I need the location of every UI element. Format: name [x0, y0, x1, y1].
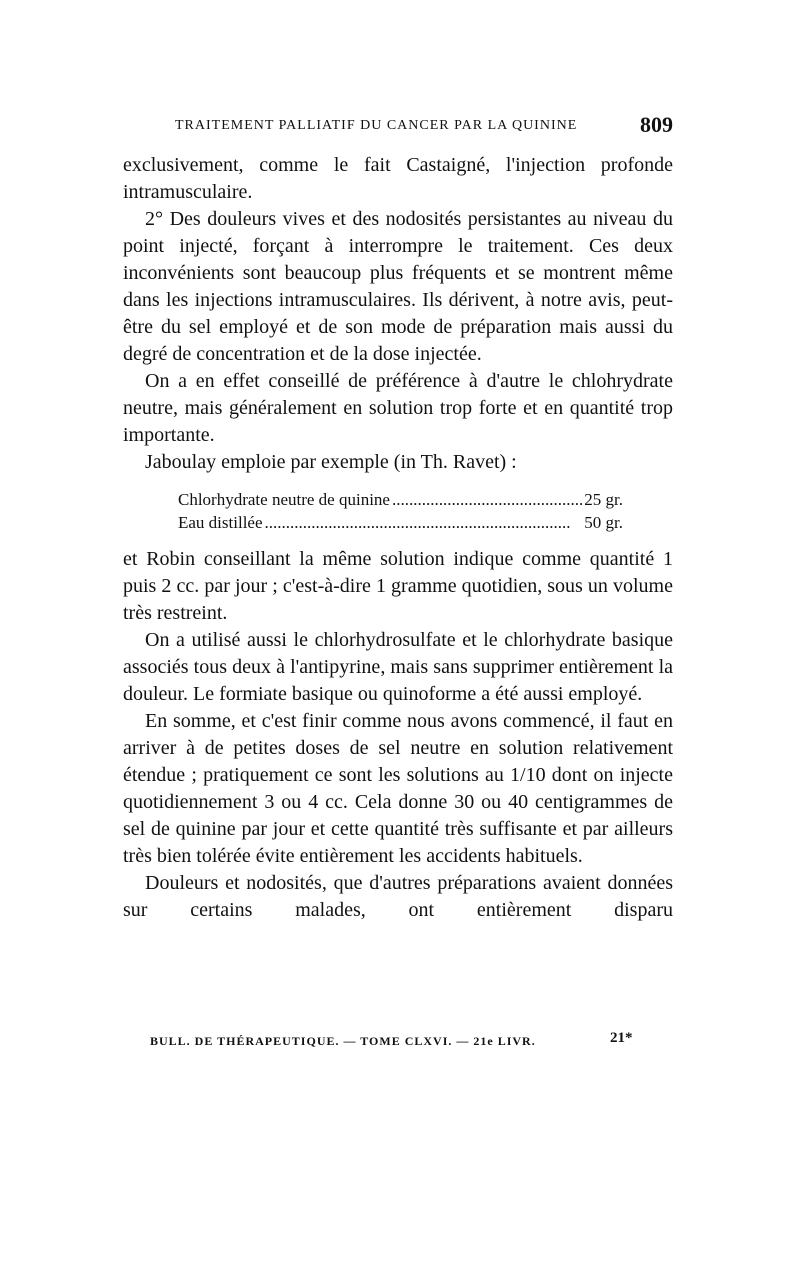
dot-leader — [392, 488, 582, 511]
paragraph: et Robin conseillant la même solution indique comme quantité 1 puis 2 cc. par jour ; c'est-à-dire 1 gramme quotidien, sous un volume très restreint. — [123, 548, 673, 624]
recipe-item: Eau distillée — [178, 513, 263, 532]
signature-mark: 21* — [610, 1030, 633, 1046]
paragraph: En somme, et c'est finir comme nous avons commencé, il faut en arriver à de petites doses de sel neutre en solution relativement étendue ; pratiquement ce sont les solutions au 1/10 dont on injecte quotidiennement 3 ou 4 cc. Cela donne 30 ou 40 centigrammes de sel de quinine par jour et cette quantité très suffisante et par ailleurs très bien tolérée évite entièrement les accidents habituels. — [123, 710, 673, 867]
recipe-quantity: 50 gr. — [584, 513, 623, 532]
journal-footer: BULL. DE THÉRAPEUTIQUE. — TOME CLXVI. — 21e LIVR. — [150, 1034, 536, 1048]
recipe-table — [178, 488, 623, 534]
dot-leader — [265, 511, 583, 534]
recipe-row — [178, 488, 623, 511]
recipe-quantity: 25 gr. — [584, 490, 623, 509]
paragraph: On a utilisé aussi le chlorhydrosulfate et le chlorhydrate basique associés tous deux à l'antipyrine, mais sans supprimer entièrement la douleur. Le formiate basique ou quinoforme a été aussi employé. — [123, 629, 673, 705]
body-text — [123, 152, 673, 924]
page-number: 809 — [640, 112, 673, 137]
paragraph: Douleurs et nodosités, que d'autres préparations avaient données sur certains malades, ont entièrement disparu — [123, 872, 673, 921]
paragraph: 2° Des douleurs vives et des nodosités persistantes au niveau du point injecté, forçant à interrompre le traitement. Ces deux inconvénients sont beaucoup plus fréquents et se montrent même dans les injections intramusculaires. Ils dérivent, à notre avis, peut-être du sel employé et de son mode de préparation mais aussi du degré de concentration et de la dose injectée. — [123, 208, 673, 365]
running-title: TRAITEMENT PALLIATIF DU CANCER PAR LA QUININE — [175, 118, 578, 133]
paragraph: On a en effet conseillé de préférence à d'autre le chlohrydrate neutre, mais généralement en solution trop forte et en quantité trop importante. — [123, 370, 673, 446]
recipe-item: Chlorhydrate neutre de quinine — [178, 490, 390, 509]
recipe-row — [178, 511, 623, 534]
paragraph: Jaboulay emploie par exemple (in Th. Ravet) : — [145, 451, 517, 473]
paragraph: exclusivement, comme le fait Castaigné, l'injection profonde intramusculaire. — [123, 154, 673, 203]
